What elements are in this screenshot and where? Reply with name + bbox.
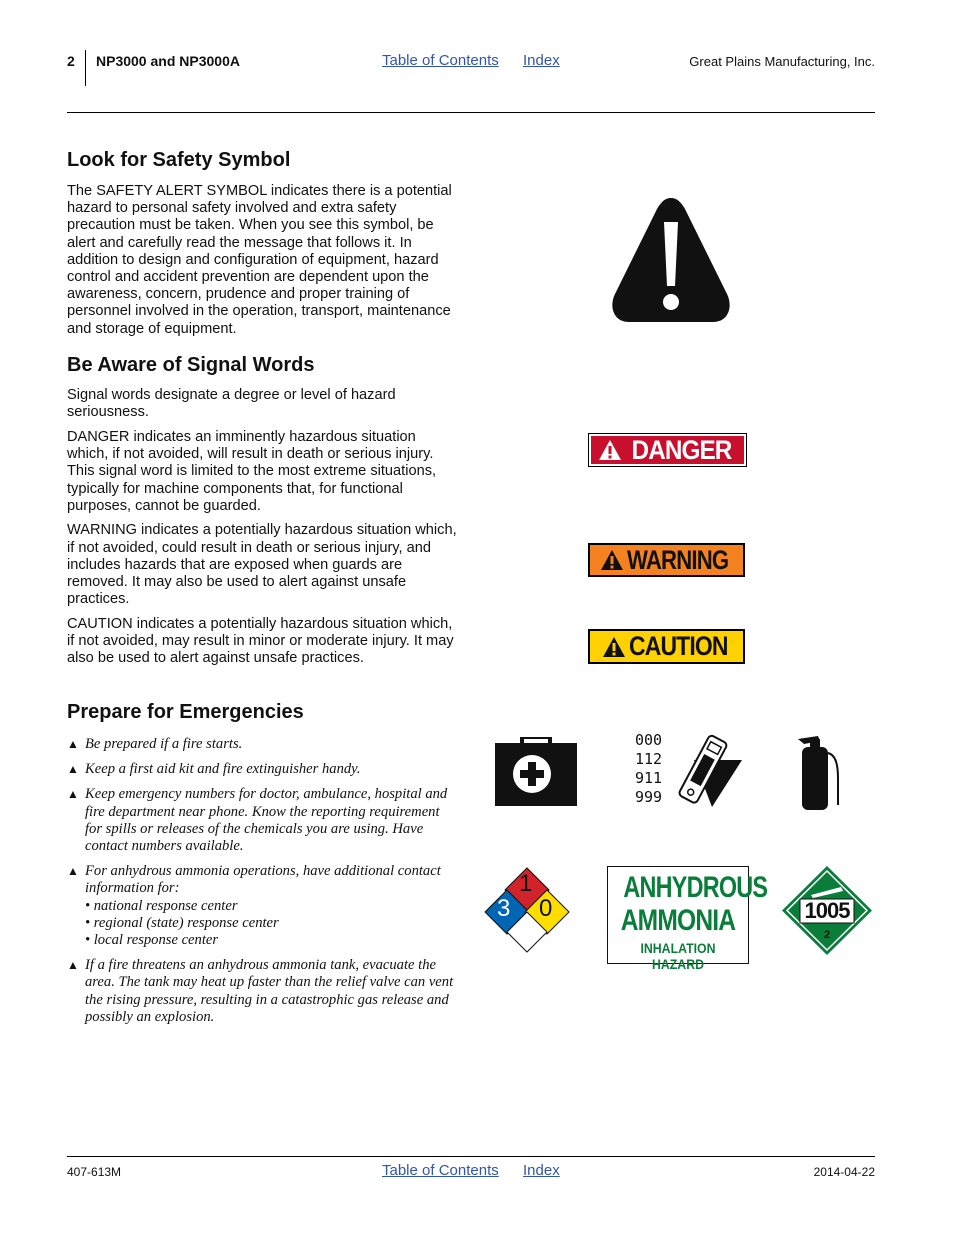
document-date: 2014-04-22 xyxy=(813,1165,875,1179)
alert-triangle-icon xyxy=(600,549,624,571)
danger-sign-panel xyxy=(591,436,744,464)
ammonia-line-2: AMMONIA xyxy=(620,904,736,937)
phone-number: 000 xyxy=(635,731,663,749)
anhydrous-ammonia-sign xyxy=(607,866,768,972)
warning-label: WARNING xyxy=(627,544,729,575)
caution-sign-panel xyxy=(590,631,743,662)
header-rule xyxy=(67,112,875,113)
first-aid-kit-icon xyxy=(494,737,578,807)
emergencies-list xyxy=(67,736,457,1034)
sub-item: • regional (state) response center xyxy=(85,914,279,931)
phone-number: 999 xyxy=(635,788,663,806)
sub-item: • local response center xyxy=(85,932,219,949)
danger-sign xyxy=(588,433,747,467)
signal-words-text xyxy=(67,387,459,675)
warning-sign xyxy=(588,543,745,577)
document-title: NP3000 and NP3000A xyxy=(96,53,240,69)
heading-safety-symbol: Look for Safety Symbol xyxy=(67,149,291,171)
telephone-icon xyxy=(672,733,744,809)
list-item: ▲ Keep a first aid kit and fire extinguisher handy. xyxy=(67,761,361,778)
page-number: 2 xyxy=(67,53,75,69)
header-divider xyxy=(85,50,86,86)
footer-rule xyxy=(67,1156,875,1157)
ammonia-line-1: ANHYDROUS xyxy=(623,871,768,904)
nfpa-instability: 0 xyxy=(539,895,553,922)
index-link[interactable]: Index xyxy=(523,52,560,69)
warning-sign-panel xyxy=(590,545,743,575)
phone-number: 911 xyxy=(635,769,663,787)
company-name: Great Plains Manufacturing, Inc. xyxy=(689,54,875,69)
heading-emergencies: Prepare for Emergencies xyxy=(67,701,304,723)
nfpa-flammability: 1 xyxy=(519,870,533,897)
list-item: ▲ For anhydrous ammonia operations, have additional contact information for: • national response center • regional (state) response center • local response center xyxy=(67,863,457,949)
fire-extinguisher-icon xyxy=(796,735,842,811)
document-number: 407-613M xyxy=(67,1165,122,1179)
placard-class: 2 xyxy=(823,929,831,941)
alert-triangle-icon xyxy=(598,439,622,461)
danger-label: DANGER xyxy=(631,434,732,465)
emergency-numbers xyxy=(635,731,662,807)
triangle-bullet-icon: ▲ xyxy=(67,787,79,802)
caution-sign xyxy=(588,629,745,664)
phone-number: 112 xyxy=(635,750,663,768)
paragraph: DANGER indicates an imminently hazardous situation which, if not avoided, will result in death or serious injury. This signal word is limited to the most extreme situations, typically for machine components that, for functional purposes, cannot be guarded. xyxy=(67,428,437,514)
triangle-bullet-icon: ▲ xyxy=(67,864,79,879)
alert-triangle-icon xyxy=(602,636,626,658)
paragraph: CAUTION indicates a potentially hazardous situation which, if not avoided, may result in minor or moderate injury. It may also be used to alert against unsafe practices. xyxy=(67,615,454,667)
placard-un-number: 1005 xyxy=(804,898,850,923)
safety-symbol-text xyxy=(67,183,459,345)
sub-item: • national response center xyxy=(85,897,238,914)
paragraph: WARNING indicates a potentially hazardous situation which, if not avoided, could result in death or serious injury, and includes hazards that are exposed when guards are removed. It may also be used to alert against unsafe practices. xyxy=(67,522,457,608)
ammonia-line-3: INHALATION HAZARD xyxy=(640,940,716,972)
paragraph: The SAFETY ALERT SYMBOL indicates there is a potential hazard to personal safety involved and extra safety precaution must be taken. When you see this symbol, be alert and carefully read the message that follows it. In addition to design and configuration of equipment, hazard control and accident prevention are dependent upon the awareness, concern, prudence and proper training of personnel involved in the operation, transport, maintenance and storage of equipment. xyxy=(67,183,452,337)
footer-index-link[interactable]: Index xyxy=(523,1162,560,1179)
triangle-bullet-icon: ▲ xyxy=(67,762,79,777)
list-item: ▲ If a fire threatens an anhydrous ammonia tank, evacuate the area. The tank may heat up faster than the relief valve can vent the rising pressure, resulting in a catastrophic gas release and possibly an explosion. xyxy=(67,957,454,1025)
toc-link[interactable]: Table of Contents xyxy=(382,52,499,69)
list-item: ▲ Keep emergency numbers for doctor, ambulance, hospital and fire department near phone. Know the reporting requirement for spills or releases of the chemicals you are using. Have contact numbers available. xyxy=(67,786,448,855)
list-item: ▲ Be prepared if a fire starts. xyxy=(67,736,243,752)
heading-signal-words: Be Aware of Signal Words xyxy=(67,354,315,376)
caution-label: CAUTION xyxy=(629,631,728,661)
safety-alert-symbol-icon xyxy=(609,194,733,326)
footer-toc-link[interactable]: Table of Contents xyxy=(382,1162,499,1179)
nfpa-health: 3 xyxy=(497,895,511,922)
paragraph: Signal words designate a degree or level of hazard seriousness. xyxy=(67,387,396,421)
triangle-bullet-icon: ▲ xyxy=(67,958,79,973)
triangle-bullet-icon: ▲ xyxy=(67,737,79,751)
